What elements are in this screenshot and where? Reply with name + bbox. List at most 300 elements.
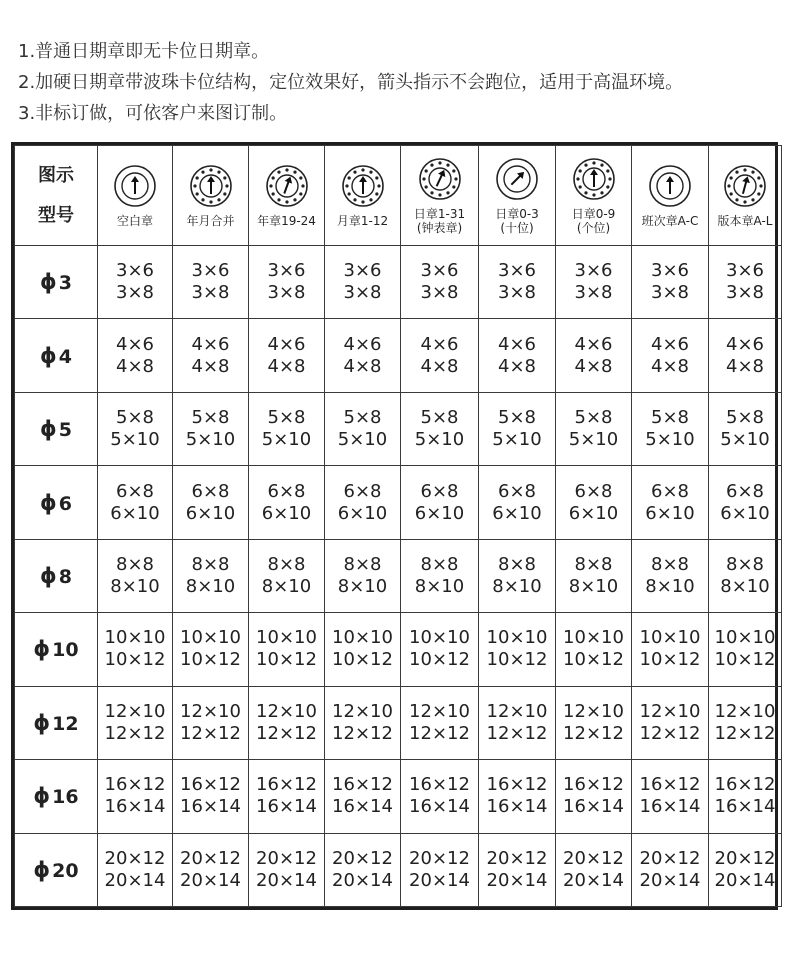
size-value-2: 3×8 [498, 282, 536, 304]
size-cell [325, 539, 401, 612]
shift-stamp-icon [648, 164, 692, 208]
size-value-2: 10×12 [563, 649, 624, 671]
size-value-2: 10×12 [332, 649, 393, 671]
size-cell [173, 466, 249, 539]
size-value-1: 8×8 [574, 553, 613, 575]
size-value-1: 4×6 [116, 333, 154, 355]
day-units-stamp-icon [572, 157, 616, 201]
size-value-1: 10×10 [409, 627, 470, 649]
stamp-label: 日章1-31 [413, 206, 466, 221]
header-stamp-cell [556, 146, 632, 246]
size-cell [479, 392, 556, 465]
table-row [15, 246, 782, 319]
size-value-2: 6×10 [414, 502, 465, 524]
note-1: 1.普通日期章即无卡位日期章。 [18, 41, 270, 62]
stamp-sub-label: (钟表章) [416, 220, 463, 235]
size-cell [173, 319, 249, 392]
size-value-2: 20×14 [714, 869, 776, 891]
size-cell [173, 613, 249, 686]
size-cell [325, 686, 401, 759]
size-value-1: 10×10 [332, 627, 393, 649]
size-value-2: 4×8 [574, 355, 613, 377]
size-value-2: 3×8 [574, 282, 613, 304]
size-value-2: 12×12 [104, 722, 166, 744]
size-value-2: 12×12 [332, 722, 393, 744]
size-value-1: 16×12 [639, 774, 701, 796]
size-value-1: 20×12 [639, 847, 701, 869]
size-value-2: 6×10 [261, 502, 312, 524]
size-cell [98, 686, 173, 759]
size-cell [479, 613, 556, 686]
size-cell [632, 319, 709, 392]
notes [18, 36, 683, 129]
size-cell [709, 319, 782, 392]
size-value-1: 20×12 [486, 847, 548, 869]
size-value-2: 20×14 [486, 869, 548, 891]
size-value-1: 16×12 [486, 774, 548, 796]
size-cell [98, 466, 173, 539]
header-row [15, 146, 782, 246]
size-cell [173, 760, 249, 833]
size-cell [325, 760, 401, 833]
size-cell [632, 466, 709, 539]
size-value-1: 16×12 [714, 774, 776, 796]
size-value-2: 6×10 [720, 502, 770, 524]
header-stamp-cell [632, 146, 709, 246]
size-value-2: 12×12 [256, 722, 317, 744]
size-value-1: 12×10 [104, 700, 166, 722]
size-cell [173, 833, 249, 907]
size-value-2: 16×14 [332, 796, 393, 818]
size-cell [173, 246, 249, 319]
header-stamp-cell [325, 146, 401, 246]
size-value-1: 20×12 [256, 847, 317, 869]
size-cell [401, 246, 479, 319]
size-value-1: 10×10 [639, 627, 701, 649]
diameter-symbol: ɸ [40, 417, 57, 442]
diameter-symbol: ɸ [40, 563, 57, 588]
size-value-1: 3×6 [191, 260, 230, 282]
size-cell [709, 686, 782, 759]
size-cell [173, 539, 249, 612]
size-value-1: 5×8 [651, 407, 689, 429]
stamp-sub-label: (个位) [576, 220, 611, 235]
size-value-2: 16×14 [409, 796, 470, 818]
size-value-1: 3×6 [420, 260, 459, 282]
size-value-2: 8×10 [261, 575, 312, 597]
stamp-label: 日章0-3 [495, 206, 539, 221]
size-value-2: 6×10 [337, 502, 388, 524]
model-cell [15, 833, 98, 907]
note-2: 2.加硬日期章带波珠卡位结构，定位效果好，箭头指示不会跑位，适用于高温环境。 [18, 72, 684, 93]
note-3: 3.非标订做，可依客户来图订制。 [18, 103, 288, 124]
size-value-2: 3×8 [726, 282, 764, 304]
size-value-1: 8×8 [651, 553, 689, 575]
size-value-2: 10×12 [639, 649, 701, 671]
size-cell [401, 392, 479, 465]
size-cell [249, 613, 325, 686]
size-value-1: 8×8 [343, 553, 382, 575]
stamp-label: 月章1-12 [336, 213, 389, 228]
size-cell [479, 760, 556, 833]
size-value-1: 20×12 [714, 847, 776, 869]
size-value-2: 3×8 [651, 282, 689, 304]
size-cell [249, 246, 325, 319]
size-cell [632, 246, 709, 319]
size-value-1: 10×10 [104, 627, 166, 649]
size-cell [325, 246, 401, 319]
size-value-1: 10×10 [714, 627, 776, 649]
size-cell [401, 466, 479, 539]
size-cell [479, 319, 556, 392]
size-value-1: 5×8 [498, 407, 536, 429]
size-value-1: 5×8 [116, 407, 154, 429]
size-cell [249, 319, 325, 392]
size-value-2: 6×10 [645, 502, 695, 524]
stamp-sub-label: (十位) [500, 220, 534, 235]
month-stamp-icon [341, 164, 385, 208]
size-value-1: 4×6 [267, 333, 306, 355]
size-cell [709, 760, 782, 833]
header-corner [15, 146, 98, 246]
size-cell [479, 833, 556, 907]
size-value-1: 6×8 [726, 480, 764, 502]
size-value-1: 6×8 [267, 480, 306, 502]
size-cell [249, 466, 325, 539]
size-cell [632, 686, 709, 759]
size-value-2: 5×10 [645, 429, 695, 451]
size-cell [401, 760, 479, 833]
corner-model-label: 型号 [38, 204, 74, 226]
size-cell [556, 392, 632, 465]
size-value-1: 8×8 [726, 553, 764, 575]
size-cell [632, 833, 709, 907]
size-value-2: 5×10 [720, 429, 770, 451]
table-row [15, 466, 782, 539]
size-value-1: 12×10 [332, 700, 393, 722]
size-value-1: 5×8 [420, 407, 459, 429]
size-cell [401, 613, 479, 686]
size-cell [479, 539, 556, 612]
size-value-2: 20×14 [409, 869, 470, 891]
size-cell [479, 686, 556, 759]
model-number: 12 [52, 712, 79, 735]
year-month-stamp-icon [189, 164, 233, 208]
size-value-1: 5×8 [574, 407, 613, 429]
size-value-1: 8×8 [191, 553, 230, 575]
diameter-symbol: ɸ [33, 637, 51, 662]
size-value-1: 3×6 [116, 260, 154, 282]
size-value-1: 6×8 [574, 480, 613, 502]
diameter-symbol: ɸ [40, 270, 57, 295]
size-value-2: 8×10 [492, 575, 542, 597]
size-value-2: 3×8 [191, 282, 230, 304]
size-value-2: 8×10 [110, 575, 160, 597]
size-table [11, 142, 778, 910]
size-value-2: 3×8 [116, 282, 154, 304]
size-value-2: 20×14 [180, 869, 241, 891]
size-cell [325, 392, 401, 465]
size-cell [325, 319, 401, 392]
size-value-2: 6×10 [492, 502, 542, 524]
size-value-1: 5×8 [343, 407, 382, 429]
size-value-1: 6×8 [116, 480, 154, 502]
size-value-2: 4×8 [651, 355, 689, 377]
size-cell [249, 833, 325, 907]
size-cell [98, 246, 173, 319]
size-value-1: 10×10 [256, 627, 317, 649]
size-cell [249, 760, 325, 833]
size-value-2: 3×8 [267, 282, 306, 304]
size-value-2: 8×10 [568, 575, 619, 597]
version-stamp-icon [723, 164, 767, 208]
size-value-2: 12×12 [563, 722, 624, 744]
stamp-label: 日章0-9 [571, 206, 616, 221]
size-cell [709, 833, 782, 907]
diameter-symbol: ɸ [33, 784, 51, 809]
size-value-1: 6×8 [343, 480, 382, 502]
header-stamp-cell [249, 146, 325, 246]
model-number: 16 [52, 786, 79, 809]
size-value-1: 5×8 [726, 407, 764, 429]
size-value-2: 20×14 [639, 869, 701, 891]
size-value-1: 12×10 [256, 700, 317, 722]
size-value-2: 16×14 [180, 796, 241, 818]
size-value-1: 16×12 [104, 774, 166, 796]
size-value-2: 5×10 [185, 429, 236, 451]
size-value-2: 5×10 [110, 429, 160, 451]
size-value-2: 10×12 [180, 649, 241, 671]
size-cell [98, 760, 173, 833]
size-cell [632, 760, 709, 833]
size-value-1: 10×10 [180, 627, 241, 649]
size-value-1: 16×12 [332, 774, 393, 796]
stamp-label: 版本章A-L [717, 213, 773, 228]
size-value-2: 10×12 [104, 649, 166, 671]
model-cell [15, 539, 98, 612]
model-number: 10 [52, 639, 79, 662]
size-cell [325, 833, 401, 907]
size-value-1: 4×6 [498, 333, 536, 355]
size-value-1: 4×6 [343, 333, 382, 355]
size-value-1: 4×6 [420, 333, 459, 355]
size-value-2: 20×14 [256, 869, 317, 891]
size-value-2: 8×10 [720, 575, 770, 597]
day-tens-stamp-icon [495, 157, 539, 201]
size-cell [173, 392, 249, 465]
stamp-label: 空白章 [116, 213, 153, 228]
size-value-1: 5×8 [191, 407, 230, 429]
size-value-1: 4×6 [191, 333, 230, 355]
size-value-2: 5×10 [261, 429, 312, 451]
size-cell [325, 613, 401, 686]
size-cell [325, 466, 401, 539]
table-row [15, 760, 782, 833]
size-value-2: 16×14 [563, 796, 624, 818]
size-cell [401, 686, 479, 759]
size-value-2: 4×8 [726, 355, 764, 377]
size-value-2: 16×14 [104, 796, 166, 818]
size-value-1: 16×12 [409, 774, 470, 796]
header-stamp-cell [98, 146, 173, 246]
size-value-2: 10×12 [714, 649, 776, 671]
size-value-2: 6×10 [110, 502, 160, 524]
size-cell [401, 833, 479, 907]
size-value-1: 3×6 [267, 260, 306, 282]
size-cell [556, 686, 632, 759]
size-value-1: 4×6 [574, 333, 613, 355]
size-cell [709, 246, 782, 319]
size-cell [98, 833, 173, 907]
size-value-2: 4×8 [343, 355, 382, 377]
size-value-2: 16×14 [639, 796, 701, 818]
model-number: 4 [58, 345, 72, 368]
model-cell [15, 686, 98, 759]
size-cell [709, 613, 782, 686]
size-value-2: 10×12 [486, 649, 548, 671]
size-value-1: 6×8 [191, 480, 230, 502]
size-value-2: 8×10 [645, 575, 695, 597]
size-value-1: 6×8 [420, 480, 459, 502]
size-value-1: 3×6 [498, 260, 536, 282]
header-stamp-cell [479, 146, 556, 246]
size-value-1: 3×6 [651, 260, 689, 282]
model-number: 8 [58, 565, 72, 588]
table-row [15, 539, 782, 612]
size-cell [556, 319, 632, 392]
size-cell [556, 760, 632, 833]
size-cell [98, 613, 173, 686]
size-value-1: 10×10 [486, 627, 548, 649]
size-value-2: 10×12 [256, 649, 317, 671]
size-value-1: 16×12 [563, 774, 624, 796]
header-stamp-cell [173, 146, 249, 246]
size-cell [249, 686, 325, 759]
size-value-2: 3×8 [420, 282, 459, 304]
size-value-1: 5×8 [267, 407, 306, 429]
model-number: 5 [58, 419, 72, 442]
size-value-1: 6×8 [651, 480, 689, 502]
size-value-2: 16×14 [714, 796, 776, 818]
size-cell [98, 539, 173, 612]
size-value-2: 20×14 [104, 869, 166, 891]
model-cell [15, 246, 98, 319]
size-value-1: 16×12 [180, 774, 241, 796]
model-cell [15, 392, 98, 465]
stamp-label: 年月合并 [186, 213, 235, 228]
size-value-2: 12×12 [639, 722, 701, 744]
size-cell [556, 833, 632, 907]
size-cell [709, 466, 782, 539]
model-number: 20 [52, 859, 79, 882]
size-value-2: 8×10 [185, 575, 236, 597]
size-cell [401, 539, 479, 612]
size-value-1: 12×10 [563, 700, 624, 722]
year-stamp-icon [265, 164, 309, 208]
model-cell [15, 319, 98, 392]
diameter-symbol: ɸ [40, 343, 57, 368]
stamp-label: 班次章A-C [641, 213, 699, 228]
size-value-1: 3×6 [726, 260, 764, 282]
size-value-1: 20×12 [409, 847, 470, 869]
header-stamp-cell [709, 146, 782, 246]
stamp-label: 年章19-24 [257, 213, 316, 228]
size-value-2: 3×8 [343, 282, 382, 304]
size-value-1: 8×8 [267, 553, 306, 575]
size-value-2: 10×12 [409, 649, 470, 671]
size-value-1: 8×8 [116, 553, 154, 575]
size-value-2: 20×14 [332, 869, 393, 891]
size-value-1: 3×6 [574, 260, 613, 282]
diameter-symbol: ɸ [33, 857, 51, 882]
size-value-2: 6×10 [185, 502, 236, 524]
size-value-2: 12×12 [714, 722, 776, 744]
size-cell [249, 392, 325, 465]
size-cell [98, 319, 173, 392]
size-cell [173, 686, 249, 759]
size-value-2: 4×8 [498, 355, 536, 377]
size-value-2: 4×8 [420, 355, 459, 377]
blank-stamp-icon [113, 164, 157, 208]
size-value-1: 20×12 [332, 847, 393, 869]
size-cell [632, 392, 709, 465]
size-value-1: 20×12 [180, 847, 241, 869]
size-value-2: 4×8 [191, 355, 230, 377]
size-value-1: 12×10 [714, 700, 776, 722]
table-row [15, 833, 782, 907]
size-value-1: 8×8 [498, 553, 536, 575]
size-value-2: 4×8 [116, 355, 154, 377]
diameter-symbol: ɸ [33, 710, 51, 735]
size-value-1: 20×12 [104, 847, 166, 869]
size-value-2: 12×12 [486, 722, 548, 744]
size-value-2: 6×10 [568, 502, 619, 524]
size-value-2: 20×14 [563, 869, 624, 891]
size-cell [98, 392, 173, 465]
size-cell [632, 539, 709, 612]
model-cell [15, 466, 98, 539]
size-value-2: 16×14 [486, 796, 548, 818]
size-cell [632, 613, 709, 686]
size-cell [556, 466, 632, 539]
size-value-1: 16×12 [256, 774, 317, 796]
size-value-2: 5×10 [414, 429, 465, 451]
size-cell [556, 539, 632, 612]
size-value-2: 8×10 [337, 575, 388, 597]
size-value-1: 20×12 [563, 847, 624, 869]
table-row [15, 319, 782, 392]
size-value-1: 6×8 [498, 480, 536, 502]
size-value-2: 4×8 [267, 355, 306, 377]
size-cell [479, 246, 556, 319]
size-value-2: 8×10 [414, 575, 465, 597]
size-value-2: 16×14 [256, 796, 317, 818]
size-value-1: 12×10 [180, 700, 241, 722]
size-value-1: 3×6 [343, 260, 382, 282]
size-value-1: 12×10 [639, 700, 701, 722]
size-cell [709, 539, 782, 612]
model-number: 3 [58, 272, 72, 295]
size-cell [709, 392, 782, 465]
size-value-2: 5×10 [492, 429, 542, 451]
header-stamp-cell [401, 146, 479, 246]
corner-illustration-label: 图示 [38, 164, 74, 186]
size-value-2: 5×10 [568, 429, 619, 451]
model-cell [15, 760, 98, 833]
size-cell [556, 246, 632, 319]
diameter-symbol: ɸ [40, 490, 57, 515]
size-value-2: 5×10 [337, 429, 388, 451]
